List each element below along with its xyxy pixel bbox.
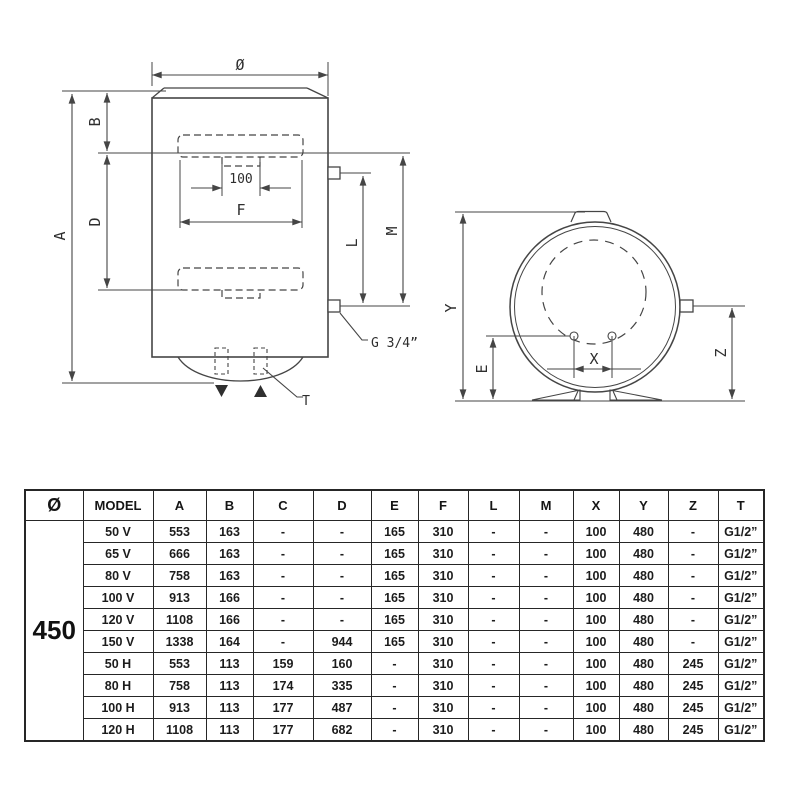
value-cell-e: 165 <box>371 521 418 543</box>
value-cell-b: 163 <box>206 521 253 543</box>
value-cell-d: - <box>313 521 371 543</box>
value-cell-c: 174 <box>253 675 313 697</box>
value-cell-e: - <box>371 653 418 675</box>
value-cell-x: 100 <box>573 565 619 587</box>
value-cell-f: 310 <box>418 719 468 742</box>
model-cell: 50 V <box>83 521 153 543</box>
spec-table-body <box>25 521 764 742</box>
flange-dashed-circle <box>542 240 646 344</box>
value-cell-f: 310 <box>418 521 468 543</box>
bottom-pipe-stubs <box>215 348 267 374</box>
value-cell-e: 165 <box>371 565 418 587</box>
spec-table <box>24 489 765 742</box>
value-cell-d: 160 <box>313 653 371 675</box>
value-cell-y: 480 <box>619 609 668 631</box>
model-cell: 100 H <box>83 697 153 719</box>
value-cell-d: 335 <box>313 675 371 697</box>
label-dim-b: B <box>86 117 104 127</box>
label-dim-x: X <box>589 350 599 368</box>
value-cell-a: 1108 <box>153 719 206 742</box>
value-cell-t: G1/2” <box>718 543 764 565</box>
value-cell-t: G1/2” <box>718 697 764 719</box>
value-cell-f: 310 <box>418 609 468 631</box>
value-cell-b: 113 <box>206 697 253 719</box>
value-cell-l: - <box>468 609 519 631</box>
value-cell-z: - <box>668 521 718 543</box>
value-cell-d: - <box>313 543 371 565</box>
value-cell-b: 164 <box>206 631 253 653</box>
value-cell-y: 480 <box>619 675 668 697</box>
value-cell-f: 310 <box>418 653 468 675</box>
value-cell-e: 165 <box>371 631 418 653</box>
fitting-leader-line <box>340 313 368 340</box>
label-diameter: Ø <box>235 56 245 74</box>
value-cell-b: 113 <box>206 719 253 742</box>
upper-bracket <box>178 135 303 157</box>
value-cell-a: 1108 <box>153 609 206 631</box>
value-cell-d: 682 <box>313 719 371 742</box>
label-dim-y: Y <box>442 303 460 313</box>
value-cell-l: - <box>468 719 519 742</box>
value-cell-c: - <box>253 521 313 543</box>
value-cell-t: G1/2” <box>718 609 764 631</box>
value-cell-b: 163 <box>206 543 253 565</box>
value-cell-t: G1/2” <box>718 565 764 587</box>
value-cell-b: 113 <box>206 653 253 675</box>
value-cell-m: - <box>519 609 573 631</box>
front-view <box>51 56 418 409</box>
value-cell-a: 913 <box>153 697 206 719</box>
value-cell-m: - <box>519 697 573 719</box>
value-cell-b: 163 <box>206 565 253 587</box>
value-cell-c: 177 <box>253 697 313 719</box>
value-cell-m: - <box>519 653 573 675</box>
col-header-diameter: Ø <box>25 490 83 521</box>
value-cell-f: 310 <box>418 587 468 609</box>
value-cell-x: 100 <box>573 719 619 742</box>
diameter-value: 450 <box>25 521 83 742</box>
col-header-d: D <box>313 490 371 521</box>
col-header-e: E <box>371 490 418 521</box>
col-header-t: T <box>718 490 764 521</box>
value-cell-m: - <box>519 565 573 587</box>
value-cell-d: - <box>313 565 371 587</box>
col-header-c: C <box>253 490 313 521</box>
model-cell: 80 V <box>83 565 153 587</box>
value-cell-e: 165 <box>371 587 418 609</box>
value-cell-m: - <box>519 543 573 565</box>
value-cell-d: 487 <box>313 697 371 719</box>
label-dim-t: T <box>302 394 310 409</box>
value-cell-f: 310 <box>418 631 468 653</box>
col-header-z: Z <box>668 490 718 521</box>
spec-table-header <box>25 490 764 521</box>
value-cell-z: - <box>668 543 718 565</box>
value-cell-l: - <box>468 543 519 565</box>
value-cell-f: 310 <box>418 697 468 719</box>
value-cell-b: 166 <box>206 609 253 631</box>
table-row-65-v <box>25 543 764 565</box>
value-cell-f: 310 <box>418 543 468 565</box>
value-cell-c: - <box>253 609 313 631</box>
table-row-80-h <box>25 675 764 697</box>
label-dim-a: A <box>51 231 69 241</box>
value-cell-x: 100 <box>573 631 619 653</box>
value-cell-z: - <box>668 631 718 653</box>
value-cell-l: - <box>468 697 519 719</box>
top-hanger-tab <box>571 212 611 223</box>
tank-top-cap <box>152 88 328 98</box>
table-row-100-v <box>25 587 764 609</box>
value-cell-m: - <box>519 521 573 543</box>
value-cell-y: 480 <box>619 697 668 719</box>
value-cell-z: - <box>668 587 718 609</box>
spec-table-wrap <box>24 489 765 742</box>
tank-bottom-dome <box>178 357 303 381</box>
col-header-a: A <box>153 490 206 521</box>
value-cell-z: 245 <box>668 653 718 675</box>
value-cell-l: - <box>468 565 519 587</box>
outlet-down-arrow-icon <box>215 385 228 397</box>
value-cell-t: G1/2” <box>718 653 764 675</box>
side-extension-lines <box>455 212 745 401</box>
value-cell-z: - <box>668 609 718 631</box>
value-cell-y: 480 <box>619 653 668 675</box>
value-cell-l: - <box>468 521 519 543</box>
lower-bracket-notch <box>222 290 260 298</box>
value-cell-x: 100 <box>573 653 619 675</box>
col-header-b: B <box>206 490 253 521</box>
model-cell: 50 H <box>83 653 153 675</box>
value-cell-d: 944 <box>313 631 371 653</box>
value-cell-y: 480 <box>619 719 668 742</box>
value-cell-a: 553 <box>153 521 206 543</box>
model-cell: 100 V <box>83 587 153 609</box>
upper-side-fitting <box>328 167 340 179</box>
value-cell-e: 165 <box>371 543 418 565</box>
value-cell-f: 310 <box>418 565 468 587</box>
model-cell: 150 V <box>83 631 153 653</box>
value-cell-t: G1/2” <box>718 587 764 609</box>
value-cell-x: 100 <box>573 675 619 697</box>
model-cell: 80 H <box>83 675 153 697</box>
table-row-120-h <box>25 719 764 742</box>
value-cell-m: - <box>519 719 573 742</box>
value-cell-l: - <box>468 587 519 609</box>
value-cell-z: 245 <box>668 675 718 697</box>
col-header-f: F <box>418 490 468 521</box>
value-cell-c: - <box>253 631 313 653</box>
value-cell-e: - <box>371 697 418 719</box>
side-view <box>442 212 745 402</box>
inlet-up-arrow-icon <box>254 385 267 397</box>
value-cell-z: 245 <box>668 697 718 719</box>
lower-side-fitting <box>328 300 340 312</box>
value-cell-c: 159 <box>253 653 313 675</box>
upper-bracket-notch <box>222 157 260 166</box>
value-cell-b: 113 <box>206 675 253 697</box>
value-cell-l: - <box>468 631 519 653</box>
value-cell-y: 480 <box>619 631 668 653</box>
table-row-120-v <box>25 609 764 631</box>
value-cell-y: 480 <box>619 543 668 565</box>
label-dim-e: E <box>473 364 491 374</box>
value-cell-a: 1338 <box>153 631 206 653</box>
value-cell-x: 100 <box>573 543 619 565</box>
value-cell-y: 480 <box>619 565 668 587</box>
value-cell-d: - <box>313 609 371 631</box>
value-cell-e: - <box>371 719 418 742</box>
value-cell-m: - <box>519 587 573 609</box>
label-side-fitting: G 3/4” <box>371 336 418 351</box>
value-cell-m: - <box>519 631 573 653</box>
value-cell-t: G1/2” <box>718 675 764 697</box>
value-cell-t: G1/2” <box>718 719 764 742</box>
value-cell-c: - <box>253 565 313 587</box>
value-cell-x: 100 <box>573 609 619 631</box>
col-header-m: M <box>519 490 573 521</box>
model-cell: 120 V <box>83 609 153 631</box>
label-dim-m: M <box>383 226 401 236</box>
model-cell: 120 H <box>83 719 153 742</box>
value-cell-t: G1/2” <box>718 521 764 543</box>
value-cell-e: - <box>371 675 418 697</box>
lower-bracket <box>178 268 303 290</box>
label-dim-f: F <box>236 201 246 219</box>
value-cell-l: - <box>468 653 519 675</box>
value-cell-a: 758 <box>153 565 206 587</box>
value-cell-a: 758 <box>153 675 206 697</box>
col-header-model: MODEL <box>83 490 153 521</box>
table-row-50-v <box>25 521 764 543</box>
col-header-l: L <box>468 490 519 521</box>
value-cell-f: 310 <box>418 675 468 697</box>
value-cell-d: - <box>313 587 371 609</box>
value-cell-x: 100 <box>573 697 619 719</box>
table-row-80-v <box>25 565 764 587</box>
value-cell-z: - <box>668 565 718 587</box>
value-cell-a: 666 <box>153 543 206 565</box>
value-cell-y: 480 <box>619 521 668 543</box>
table-row-50-h <box>25 653 764 675</box>
value-cell-x: 100 <box>573 587 619 609</box>
value-cell-l: - <box>468 675 519 697</box>
col-header-y: Y <box>619 490 668 521</box>
value-cell-y: 480 <box>619 587 668 609</box>
value-cell-t: G1/2” <box>718 631 764 653</box>
label-dim-z: Z <box>712 348 730 358</box>
value-cell-m: - <box>519 675 573 697</box>
value-cell-a: 913 <box>153 587 206 609</box>
value-cell-e: 165 <box>371 609 418 631</box>
value-cell-z: 245 <box>668 719 718 742</box>
value-cell-b: 166 <box>206 587 253 609</box>
label-dim-l: L <box>343 238 361 248</box>
model-cell: 65 V <box>83 543 153 565</box>
table-row-100-h <box>25 697 764 719</box>
value-cell-x: 100 <box>573 521 619 543</box>
table-row-150-v <box>25 631 764 653</box>
col-header-x: X <box>573 490 619 521</box>
label-dim-d: D <box>86 217 104 227</box>
value-cell-a: 553 <box>153 653 206 675</box>
value-cell-c: - <box>253 587 313 609</box>
side-view-fitting <box>680 300 693 312</box>
front-dimension-lines <box>72 75 403 381</box>
value-cell-c: - <box>253 543 313 565</box>
value-cell-c: 177 <box>253 719 313 742</box>
label-bracket-holes: 100 <box>229 172 253 187</box>
